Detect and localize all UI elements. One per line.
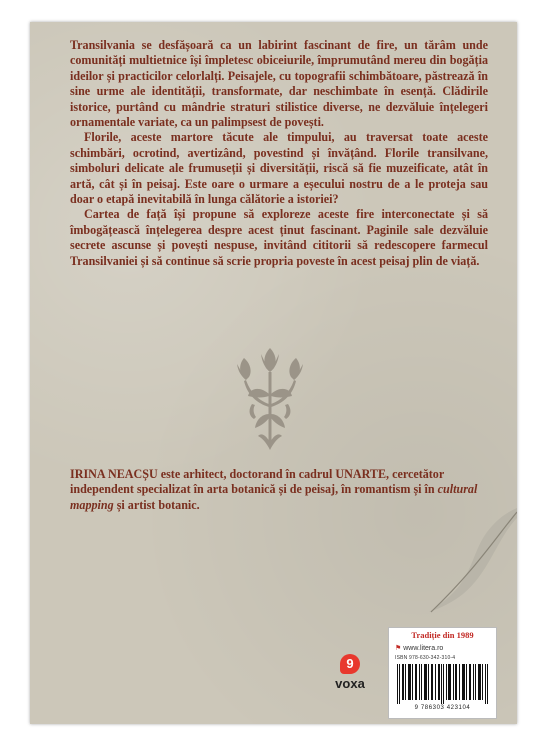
- barcode: [395, 664, 490, 704]
- description-paragraph: Transilvania se desfășoară ca un labirint fascinant de fire, un tărâm unde comunități multietnice își împletesc obiceiurile, împrumutând mereu din bogăția ideilor și practicilor celorlalți. Peisajele, cu topografii schimbătoare, păstrează în sine urme ale identității, transformate, dar neschimbate în esență. Clădirile istorice, purtând cu mândrie straturi stilistice diverse, ne dezvăluie înțelegeri ornamentale variate, ca un palimpsest de povești.: [70, 38, 488, 130]
- description-text: [70, 38, 488, 269]
- barcode-digits: 9 786303 423104: [414, 705, 471, 711]
- publisher-logo: [328, 654, 372, 700]
- quill-feather-icon: [425, 500, 517, 620]
- flag-icon: ⚑: [395, 645, 402, 652]
- publisher-tagline: Tradiție din 1989: [411, 630, 474, 640]
- author-name: IRINA NEACȘU: [70, 467, 158, 481]
- author-bio-italic: cultural mapping: [70, 482, 478, 512]
- description-paragraph: Cartea de față își propune să exploreze aceste fire interconectate și să îmbogățească înțelegerea despre acest ținut fascinant. Paginile sale dezvăluie secrete ascunse și povești nespuse, invitând cititorii să redescopere farmecul Transilvaniei și să continue să scrie propria poveste în acest peisaj plin de viață.: [70, 207, 488, 268]
- description-paragraph: Florile, aceste martore tăcute ale timpului, au traversat toate aceste schimbări, ocrotind, avertizând, povestind și învățând. Florile transilvane, simboluri delicate ale frumuseții și diversității, riscă să fie muzeificate, atât în artă, cât și în peisaj. Este oare o urmare a eșecului nostru de a le proteja sau doar o etapă inevitabilă în lunga călătorie a istoriei?: [70, 130, 488, 207]
- book-back-cover: [30, 22, 517, 724]
- isbn-text: ISBN 978-630-342-310-4: [395, 655, 456, 661]
- publisher-website: [395, 644, 443, 652]
- publisher-badge: 9: [340, 654, 360, 674]
- floral-ornament-icon: [228, 344, 312, 454]
- website-text: www.litera.ro: [403, 645, 444, 652]
- publisher-name: voxa: [335, 676, 365, 691]
- author-bio-text-end: și artist botanic.: [113, 497, 200, 512]
- isbn-box: [388, 627, 497, 719]
- author-bio-text: este arhitect, doctorand în cadrul UNARTE, cercetător independent specializat în arta botanică și de peisaj, în romantism și în: [70, 467, 444, 497]
